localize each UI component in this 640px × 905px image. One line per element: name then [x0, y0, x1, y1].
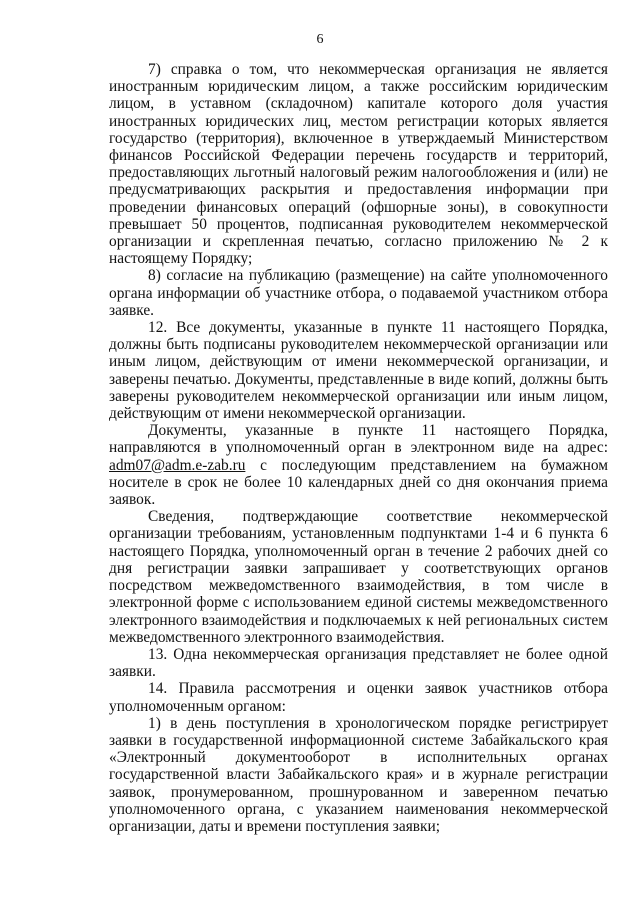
document-body	[109, 61, 608, 835]
paragraph-clause-14: 14. Правила рассмотрения и оценки заявок участников отбора уполномоченным органом:	[109, 680, 608, 715]
paragraph-subitem-1: 1) в день поступления в хронологическом порядке регистрирует заявки в государственной информационной системе Забайкальского края «Электронный документооборот в исполнительных органах государственной власти Забайкальского края» и в журнале регистрации заявок, пронумерованном, прошнурованном и заверенном печатью уполномоченного органа, с указанием наименования некоммерческой организации, даты и времени поступления заявки;	[109, 714, 608, 835]
paragraph-interagency-requests: Сведения, подтверждающие соответствие некоммерческой организации требованиям, установленным подпунктами 1-4 и 6 пункта 6 настоящего Порядка, уполномоченный орган в течение 2 рабочих дней со дня регистрации заявки запрашивает у соответствующих органов посредством межведомственного взаимодействия, в том числе в электронной форме с использованием единой системы межведомственного электронного взаимодействия и подключаемых к ней региональных систем межведомственного электронного взаимодействия.	[109, 508, 608, 646]
submission-text-before: Документы, указанные в пункте 11 настоящего Порядка, направляются в уполномоченный орган в электронном виде на адрес:	[109, 422, 608, 457]
paragraph-item-7: 7) справка о том, что некоммерческая организация не является иностранным юридическим лицом, а также российским юридическим лицом, в уставном (складочном) капитале которого доля участия иностранных юридических лиц, местом регистрации которых является государство (территория), включенное в утверждаемый Министерством финансов Российской Федерации перечень государств и территорий, предоставляющих льготный налоговый режим налогообложения и (или) не предусматривающих раскрытия и предоставления информации при проведении финансовых операций (офшорные зоны), в совокупности превышает 50 процентов, подписанная руководителем некоммерческой организации и скрепленная печатью, согласно приложению № 2 к настоящему Порядку;	[109, 61, 608, 268]
page-number: 6	[316, 32, 324, 47]
paragraph-item-8: 8) согласие на публикацию (размещение) на сайте уполномоченного органа информации об участнике отбора, о подаваемой участником отбора заявке.	[109, 267, 608, 319]
submission-text-after: с последующим представлением на бумажном носителе в срок не более 10 календарных дней со дня окончания приема заявок.	[109, 456, 608, 509]
email-address-link[interactable]: adm07@adm.e-zab.ru	[109, 456, 246, 474]
paragraph-documents-submission	[109, 422, 608, 508]
paragraph-clause-12: 12. Все документы, указанные в пункте 11 настоящего Порядка, должны быть подписаны руководителем некоммерческой организации или иным лицом, действующим от имени некоммерческой организации, и заверены печатью. Документы, представленные в виде копий, должны быть заверены руководителем некоммерческой организации или иным лицом, действующим от имени некоммерческой организации.	[109, 319, 608, 423]
paragraph-clause-13: 13. Одна некоммерческая организация представляет не более одной заявки.	[109, 645, 608, 681]
